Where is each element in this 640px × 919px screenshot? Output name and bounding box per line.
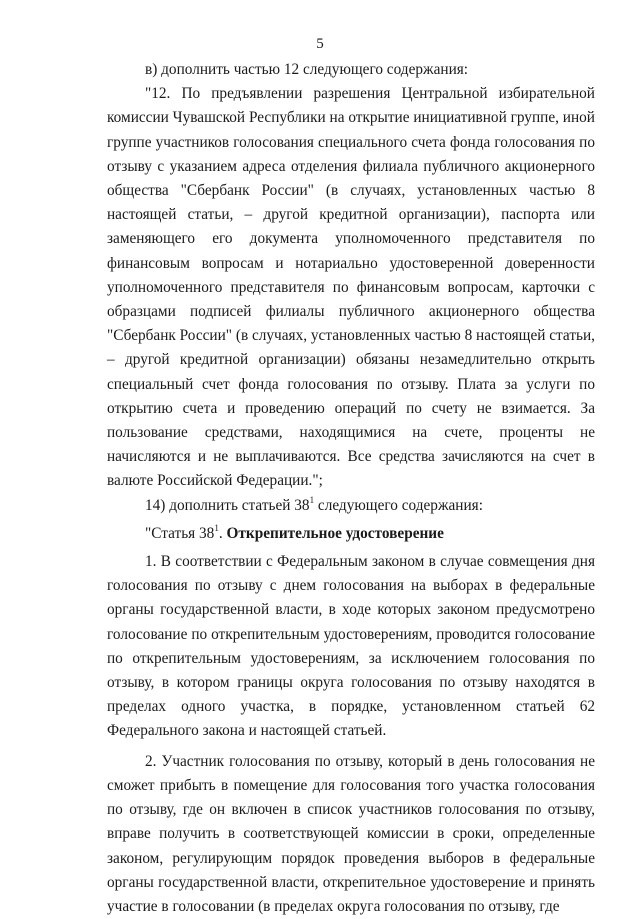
paragraph-article-part-1: 1. В соответствии с Федеральным законом в случае совмещения дня голосования по отзыву с днем голосования на выборах в федеральные органы государственной власти, в ходе которых законом предусмотрено голосование по открепительным удостоверениям, проводится голосование по открепительным удостоверениям, за исключением голосования по отзыву, в котором границы округа голосования по отзыву находятся в пределах одного участка, в порядке, установленном статьей 62 Федерального закона и настоящей статьей. bbox=[107, 553, 595, 740]
paragraph-amendment-14 bbox=[107, 494, 595, 518]
page-number: 5 bbox=[316, 36, 324, 52]
article-number: "Статья 38 bbox=[145, 524, 215, 542]
amendment-14-text: 14) дополнить статьей 38 bbox=[145, 496, 310, 514]
document-body bbox=[107, 58, 595, 919]
paragraph-amendment-v: в) дополнить частью 12 следующего содержания: bbox=[145, 61, 469, 78]
article-heading bbox=[107, 522, 595, 546]
paragraph-article-part-2: 2. Участник голосования по отзыву, который в день голосования не сможет прибыть в помещение для голосования того участка голосования по отзыву, где он включен в список участников голосования по отзыву, вправе получить в соответствующей комиссии в сроки, определенные законом, регулирующим порядок проведения выборов в федеральные органы государственной власти, открепительное удостоверение и принять участие в голосовании (в пределах округа голосования по отзыву, где bbox=[107, 752, 595, 915]
amendment-14-superscript: 1 bbox=[309, 494, 315, 505]
article-superscript: 1 bbox=[214, 522, 219, 533]
amendment-14-text-tail: следующего содержания: bbox=[314, 496, 483, 514]
article-title: Открепительное удостоверение bbox=[226, 524, 444, 542]
article-dot: . bbox=[218, 524, 227, 542]
paragraph-part-12: "12. По предъявлении разрешения Центральной избирательной комиссии Чувашской Республики на открытие инициативной группе, иной группе участников голосования специального счета фонда голосования по отзыву с указанием адреса отделения филиала публичного акционерного общества "Сбербанк России" (в случаях, установленных частью 8 настоящей статьи, – другой кредитной организации), паспорта или заменяющего его документа уполномоченного представителя по финансовым вопросам и нотариально удостоверенной доверенности уполномоченного представителя по финансовым вопросам, карточки с образцами подписей филиалы публичного акционерного общества "Сбербанк России" (в случаях, установленных частью 8 настоящей статьи, – другой кредитной организации) обязаны незамедлительно открыть специальный счет фонда голосования по отзыву. Плата за услуги по открытию счета и проведению операций по счету не взимается. За пользование средствами, находящимися на счете, проценты не начисляются и не выплачиваются. Все средства зачисляются на счет в валюте Российской Федерации."; bbox=[107, 85, 595, 490]
